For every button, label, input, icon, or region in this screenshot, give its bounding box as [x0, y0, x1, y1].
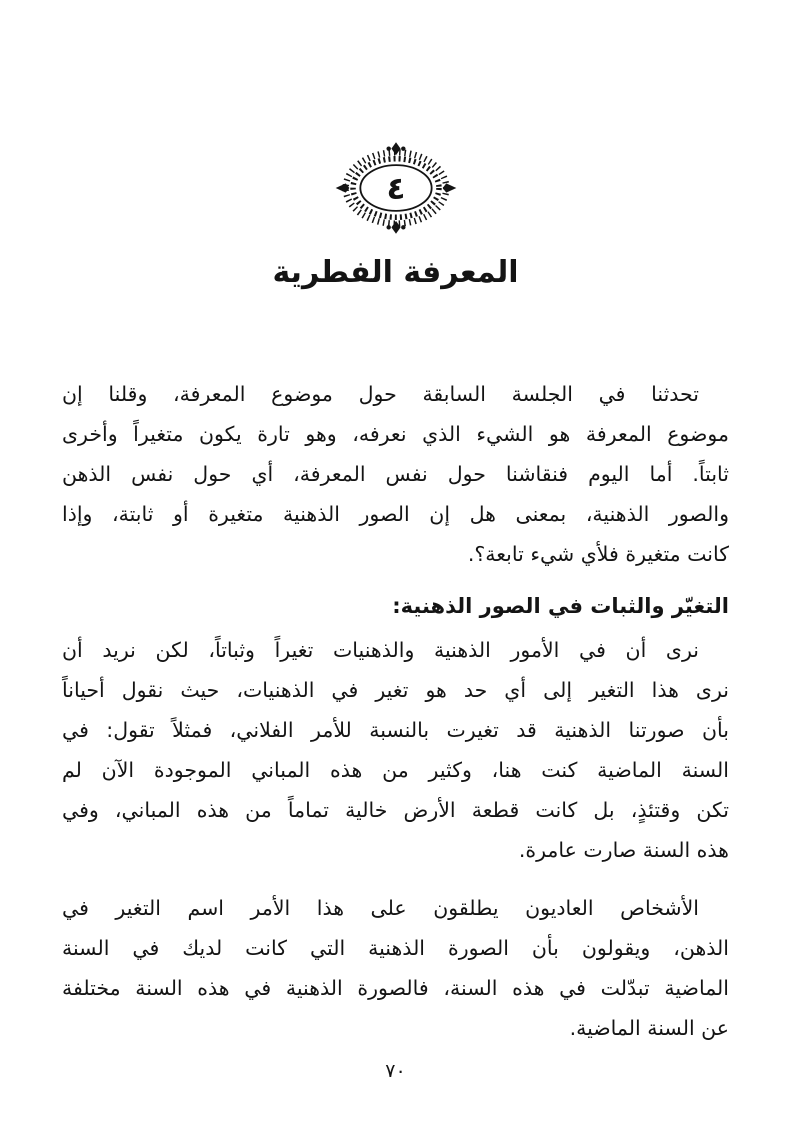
paragraph-line: ثابتاً. أما اليوم فنقاشنا حول نفس المعرفة، أي حول نفس الذهن: [62, 462, 729, 486]
paragraph-line: كانت متغيرة فلأي شيء تابعة؟.: [467, 542, 729, 566]
paragraph-line: والصور الذهنية، بمعنى هل إن الصور الذهنية متغيرة أو ثابتة، وإذا: [62, 502, 729, 526]
paragraph-2: [62, 630, 729, 870]
paragraph-3: [62, 888, 729, 1048]
paragraph-line: عن السنة الماضية.: [569, 1016, 729, 1040]
section-heading: التغيّر والثبات في الصور الذهنية:: [392, 594, 729, 618]
chapter-number: ٤: [386, 170, 405, 207]
paragraph-line: نرى هذا التغير إلى أي حد هو تغير في الذهنيات، حيث نقول أحياناً: [62, 678, 729, 702]
page-number: ٧٠: [385, 1060, 406, 1082]
ornament-medallion-icon: [332, 142, 460, 234]
paragraph-line: الأشخاص العاديون يطلقون على هذا الأمر اسم التغير في: [62, 896, 699, 920]
paragraph-line: بأن صورتنا الذهنية قد تغيرت بالنسبة للأمر الفلاني، فمثلاً تقول: في: [62, 718, 729, 742]
paragraph-line: موضوع المعرفة هو الشيء الذي نعرفه، وهو تارة يكون متغيراً وأخرى: [62, 422, 729, 446]
chapter-title: المعرفة الفطرية: [272, 255, 519, 290]
paragraph-1: [62, 374, 729, 574]
paragraph-line: السنة الماضية كنت هنا، وكثير من هذه المباني الموجودة الآن لم: [62, 758, 729, 782]
body-text: [62, 374, 729, 1048]
paragraph-line: تكن وقتئذٍ، بل كانت قطعة الأرض خالية تماماً من هذه المباني، وفي: [62, 798, 729, 822]
paragraph-line: الذهن، ويقولون بأن الصورة الذهنية التي كانت لديك في السنة: [62, 936, 729, 960]
paragraph-line: تحدثنا في الجلسة السابقة حول موضوع المعرفة، وقلنا إن: [62, 382, 699, 406]
paragraph-line: نرى أن في الأمور الذهنية والذهنيات تغيراً وثباتاً، لكن نريد أن: [62, 638, 699, 662]
paragraph-line: الماضية تبدّلت في هذه السنة، فالصورة الذهنية في هذه السنة مختلفة: [62, 976, 729, 1000]
paragraph-line: هذه السنة صارت عامرة.: [518, 838, 729, 862]
chapter-ornament: [62, 0, 729, 238]
